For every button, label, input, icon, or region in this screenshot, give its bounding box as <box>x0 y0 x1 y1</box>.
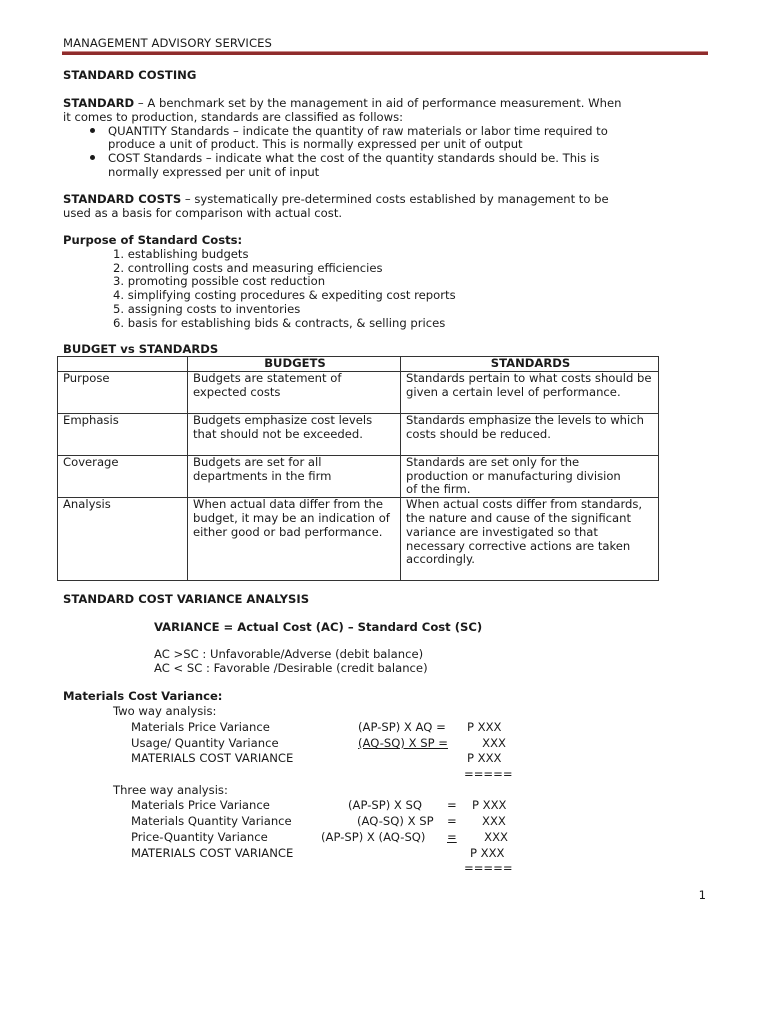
table-header-cell: BUDGETS <box>188 357 401 372</box>
bullet-cost-line-1: COST Standards – indicate what the cost of the quantity standards should be. This is <box>108 151 600 165</box>
purpose-title: Purpose of Standard Costs: <box>63 233 243 247</box>
table-header-row <box>58 357 659 372</box>
table-cell-aspect <box>58 455 188 497</box>
two-way-usage-formula: (AQ-SQ) X SP = <box>358 736 448 750</box>
variance-title: STANDARD COST VARIANCE ANALYSIS <box>63 592 310 606</box>
cell-text: Budgets are statement of expected costs <box>193 370 342 399</box>
table-header-cell <box>58 357 188 372</box>
two-way-double-rule: ===== <box>464 767 513 781</box>
table-cell-aspect <box>58 413 188 455</box>
standard-definition-line-2: it comes to production, standards are classified as follows: <box>63 110 404 124</box>
cell-text: Budgets are set for all departments in the firm <box>193 454 332 483</box>
table-cell-budgets <box>188 455 401 497</box>
cell-text: Purpose <box>63 370 110 385</box>
table-cell-aspect <box>58 371 188 413</box>
three-way-pq-value: XXX <box>484 830 508 844</box>
purpose-item: 2. controlling costs and measuring efficiencies <box>113 261 383 275</box>
page-number: 1 <box>698 888 706 902</box>
three-way-qty-label: Materials Quantity Variance <box>131 814 292 828</box>
two-way-total-label: MATERIALS COST VARIANCE <box>131 751 294 765</box>
three-way-price-formula: (AP-SP) X SQ <box>348 798 423 812</box>
three-way-qty-eq: = <box>447 814 457 828</box>
cell-text: Standards are set only for the production or manufacturing division of the firm. <box>406 454 621 497</box>
bullet-cost-line-2: normally expressed per unit of input <box>108 165 320 179</box>
bullet-icon <box>90 155 95 160</box>
three-way-double-rule: ===== <box>464 861 513 875</box>
table-cell-budgets <box>188 498 401 581</box>
standard-costs-text: – systematically pre-determined costs established by management to be <box>181 192 609 206</box>
table-cell-standards <box>401 498 659 581</box>
purpose-item: 5. assigning costs to inventories <box>113 302 301 316</box>
cell-text: Standards pertain to what costs should be given a certain level of performance. <box>406 370 652 399</box>
two-way-total-value: P XXX <box>467 751 502 765</box>
materials-title: Materials Cost Variance: <box>63 689 223 703</box>
table-header-cell: STANDARDS <box>401 357 659 372</box>
three-way-qty-value: XXX <box>482 814 506 828</box>
budget-vs-title: BUDGET vs STANDARDS <box>63 342 219 356</box>
page-header: MANAGEMENT ADVISORY SERVICES <box>63 36 273 50</box>
variance-unfavorable: AC >SC : Unfavorable/Adverse (debit balance) <box>154 647 424 661</box>
two-way-price-value: P XXX <box>467 720 502 734</box>
cell-text: Standards emphasize the levels to which costs should be reduced. <box>406 412 644 441</box>
standard-definition-line-1 <box>63 96 621 110</box>
three-way-pq-row <box>447 830 508 844</box>
cell-text: When actual costs differ from standards, the nature and cause of the significant variance are investigated so that necessary corrective actions are taken accordingly. <box>406 497 643 567</box>
purpose-item: 1. establishing budgets <box>113 247 249 261</box>
table-cell-standards <box>401 371 659 413</box>
standard-definition-text: – A benchmark set by the management in aid of performance measurement. When <box>134 96 622 110</box>
three-way-total-label: MATERIALS COST VARIANCE <box>131 846 294 860</box>
cell-text: Budgets emphasize cost levels that should not be exceeded. <box>193 412 373 441</box>
two-way-usage-label: Usage/ Quantity Variance <box>131 736 279 750</box>
table-cell-budgets <box>188 371 401 413</box>
three-way-price-label: Materials Price Variance <box>131 798 270 812</box>
standard-costs-line-2: used as a basis for comparison with actual cost. <box>63 206 343 220</box>
bullet-quantity-line-1: QUANTITY Standards – indicate the quantity of raw materials or labor time required to <box>108 124 608 138</box>
three-way-pq-label: Price-Quantity Variance <box>131 830 268 844</box>
table-cell-standards <box>401 413 659 455</box>
table-cell-standards <box>401 455 659 497</box>
three-way-total-value: P XXX <box>470 846 505 860</box>
three-way-pq-eq: = <box>447 830 457 844</box>
bullet-icon <box>90 128 95 133</box>
two-way-usage-row <box>358 736 506 750</box>
header-rule <box>62 51 708 55</box>
section-title: STANDARD COSTING <box>63 68 197 82</box>
standard-term: STANDARD <box>63 96 135 110</box>
two-way-price-formula: (AP-SP) X AQ = <box>358 720 446 734</box>
two-way-label: Two way analysis: <box>113 704 217 718</box>
table-row <box>58 498 659 581</box>
cell-text: When actual data differ from the budget, it may be an indication of either good or bad performance. <box>193 497 390 539</box>
three-way-pq-formula: (AP-SP) X (AQ-SQ) <box>321 830 426 844</box>
three-way-price-value: P XXX <box>472 798 507 812</box>
variance-favorable: AC < SC : Favorable /Desirable (credit balance) <box>154 661 428 675</box>
purpose-item: 4. simplifying costing procedures & expediting cost reports <box>113 288 456 302</box>
purpose-item: 3. promoting possible cost reduction <box>113 274 326 288</box>
table-cell-aspect <box>58 498 188 581</box>
standard-costs-term: STANDARD COSTS <box>63 192 182 206</box>
cell-text: Analysis <box>63 497 111 512</box>
purpose-item: 6. basis for establishing bids & contracts, & selling prices <box>113 316 446 330</box>
two-way-price-label: Materials Price Variance <box>131 720 270 734</box>
table-cell-budgets <box>188 413 401 455</box>
variance-formula: VARIANCE = Actual Cost (AC) – Standard Cost (SC) <box>154 620 483 634</box>
two-way-usage-value: XXX <box>482 736 506 750</box>
three-way-qty-formula: (AQ-SQ) X SP <box>357 814 434 828</box>
comparison-table <box>57 356 659 581</box>
table-row <box>58 455 659 497</box>
cell-text: Coverage <box>63 454 119 469</box>
bullet-quantity-line-2: produce a unit of product. This is normally expressed per unit of output <box>108 137 523 151</box>
standard-costs-line-1 <box>63 192 609 206</box>
three-way-label: Three way analysis: <box>113 783 228 797</box>
cell-text: Emphasis <box>63 412 119 427</box>
table-row <box>58 413 659 455</box>
table-row <box>58 371 659 413</box>
three-way-price-eq: = <box>447 798 457 812</box>
